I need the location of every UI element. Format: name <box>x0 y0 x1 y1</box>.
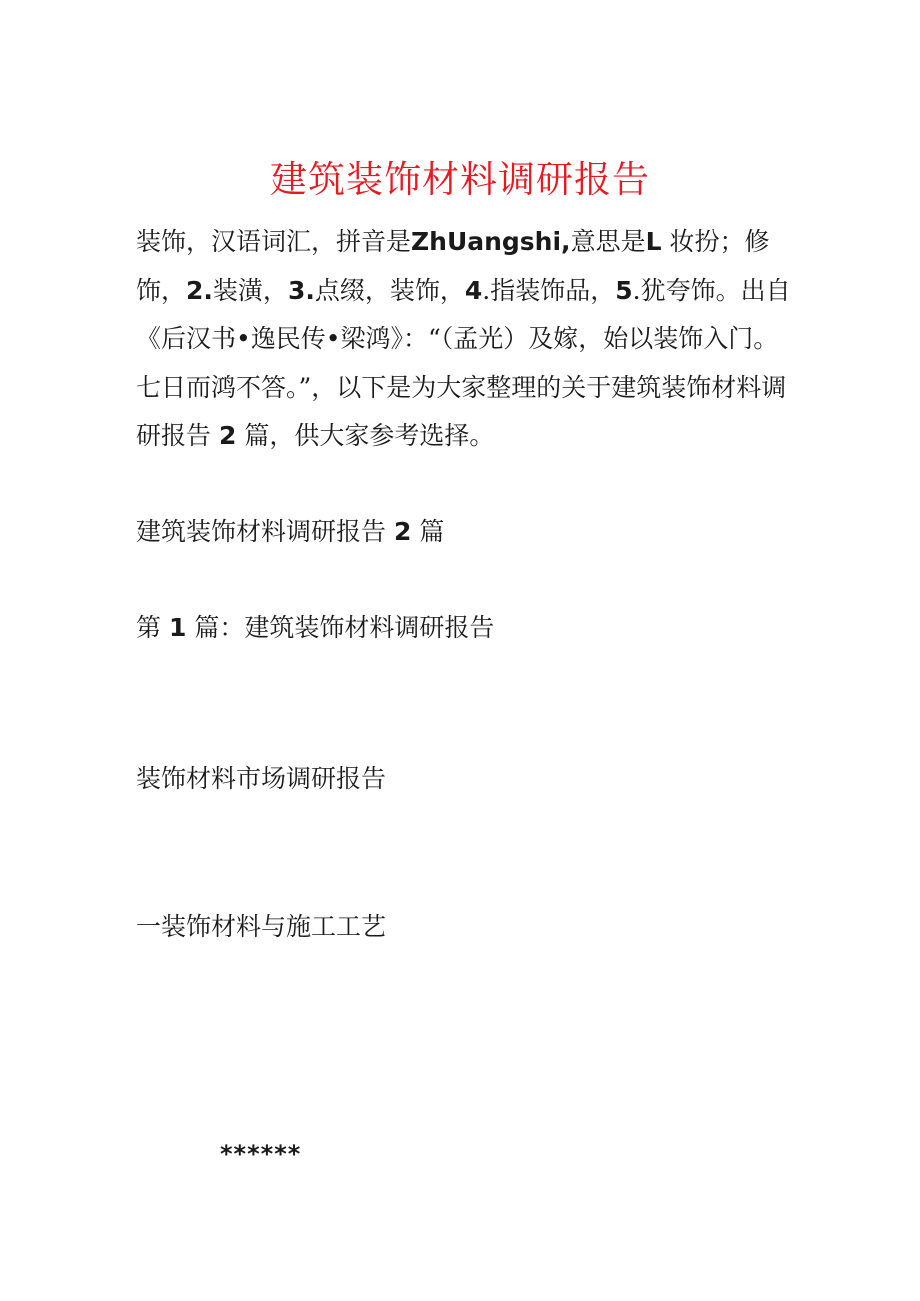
intro-number-3: 3. <box>287 275 315 305</box>
part-heading-suffix: 篇：建筑装饰材料调研报告 <box>194 613 495 642</box>
intro-number-5: 5 <box>615 275 633 305</box>
intro-number-4: 4 <box>464 275 483 305</box>
collection-heading-text: 建筑装饰材料调研报告 <box>136 517 387 546</box>
report-title: 装饰材料市场调研报告 <box>136 764 387 793</box>
intro-text-6: .指装饰品， <box>482 275 616 305</box>
collection-heading-suffix: 篇 <box>419 517 445 546</box>
part-heading-number: 1 <box>168 613 187 642</box>
intro-text-4: 装潢， <box>212 275 288 305</box>
separator-stars: ****** <box>220 1140 302 1168</box>
intro-number-2: 2. <box>186 275 213 305</box>
intro-text-1: 装饰，汉语词汇，拼音是 <box>136 227 412 256</box>
intro-number-l: L <box>645 227 662 256</box>
intro-text-5: 点缀，装饰， <box>314 275 465 305</box>
part-heading-prefix: 第 <box>136 613 162 642</box>
intro-pinyin: ZhUangshi, <box>411 227 571 256</box>
intro-paragraph <box>136 218 796 461</box>
intro-count: 2 <box>218 421 237 450</box>
part-heading <box>136 608 494 648</box>
intro-text-2: 意思是 <box>570 227 646 256</box>
collection-heading <box>136 512 444 552</box>
section-title: 一装饰材料与施工工艺 <box>136 912 387 941</box>
intro-text-3: 妆扮；修饰， <box>136 227 770 305</box>
collection-heading-number: 2 <box>393 517 412 546</box>
intro-text-7: .犹夸饰。出自《后汉书•逸民传•梁鸿》：“（孟光）及嫁，始以装饰入门。七日而鸿不答。”，以下是为大家整理的关于建筑装饰材料调研报告 <box>136 275 791 450</box>
intro-text-8: 篇，供大家参考选择。 <box>244 421 495 450</box>
document-title: 建筑装饰材料调研报告 <box>270 158 650 201</box>
